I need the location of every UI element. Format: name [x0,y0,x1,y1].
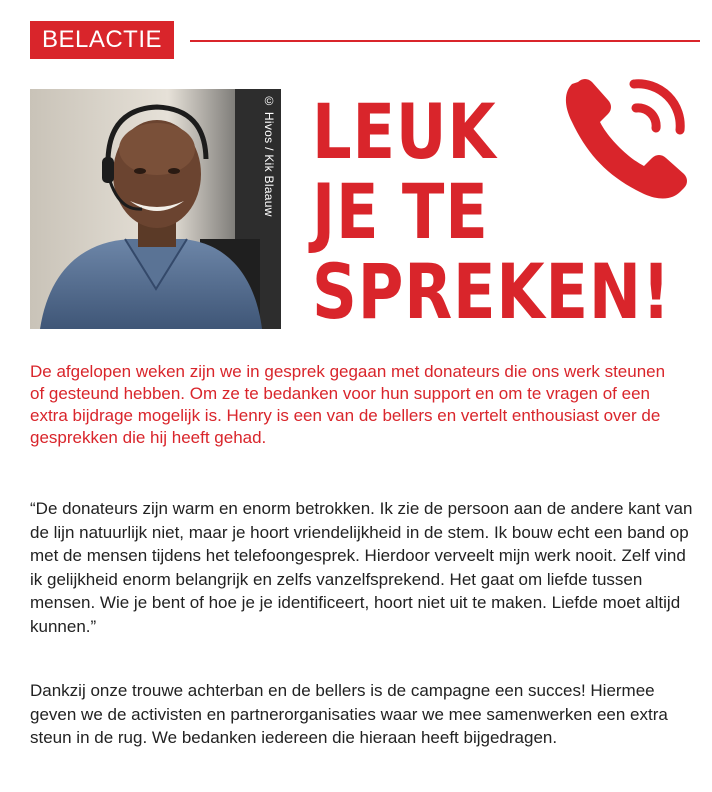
caller-photo [30,89,281,329]
quote-text: “De donateurs zijn warm en enorm betrokken. Ik zie de persoon aan de andere kant van de lijn natuurlijk niet, maar je hoort vriendelijkheid in de stem. Ik bouw echt een band op met de mensen tijdens het telefoongesprek. Hierdoor verveelt mijn werk nooit. Zelf vind ik gelijkheid enorm belangrijk en zelfs vanzelfsprekend. Het gaat om liefde tussen mensen. Wie je bent of hoe je je identificeert, hoort niet uit te maken. Liefde moet altijd kunnen.” [30,499,693,636]
header-rule [190,40,700,42]
closing-text: Dankzij onze trouwe achterban en de bellers is de campagne een succes! Hiermee geven we de activisten en partnerorganisaties waar we mee samenwerken een extra steun in de rug. We bedanken iedereen die hieraan heeft bijgedragen. [30,681,668,747]
headline-line-3: SPREKEN! [312,247,672,336]
intro-paragraph [30,361,680,449]
intro-text: De afgelopen weken zijn we in gesprek gegaan met donateurs die ons werk steunen of gesteund hebben. Om ze te bedanken voor hun support en om te vragen of een extra bijdrage mogelijk is. Henry is een van de bellers en vertelt enthousiast over de gesprekken die hij heeft gehad. [30,362,666,447]
headline-line-2: JE TE [312,167,489,256]
phone-ringing-icon [558,64,700,206]
closing-paragraph [30,679,700,750]
photo-credit: © Hivos / Kik Blaauw [262,94,276,217]
quote-paragraph [30,497,700,638]
section-tag: BELACTIE [30,21,174,59]
headline-line-1: LEUK [312,87,497,176]
caller-photo-illustration [30,89,281,329]
